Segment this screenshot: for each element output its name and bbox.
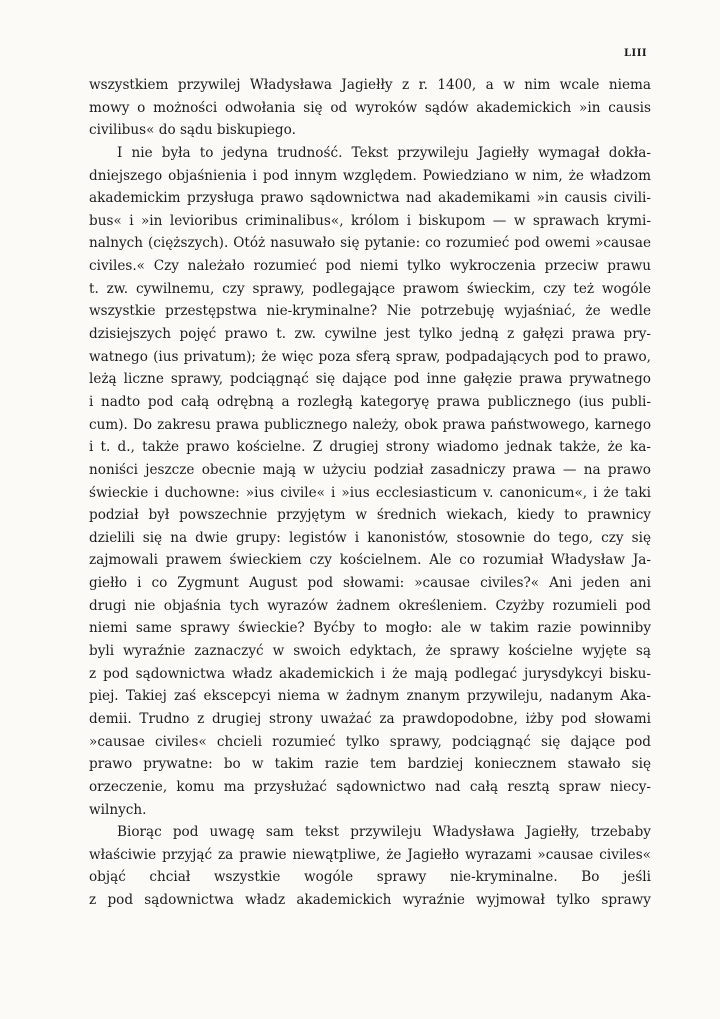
text-line: I nie była to jedyna trudność. Tekst przywileju Jagiełły wymagał dokła- xyxy=(117,144,651,161)
page-number: LIII xyxy=(624,48,648,59)
text-line: cum). Do zakresu prawa publicznego należy, obok prawa państwowego, karnego xyxy=(89,416,651,433)
text-line: demii. Trudno z drugiej strony uważać za prawdopodobne, iżby pod słowami xyxy=(89,710,651,727)
text-line: Biorąc pod uwagę sam tekst przywileju Władysława Jagiełły, trzebaby xyxy=(117,824,651,841)
text-line: watnego (ius privatum); że więc poza sferą spraw, podpadających pod to prawo, xyxy=(89,348,651,365)
text-line: objąć chciał wszystkie wogóle sprawy nie-kryminalne. Bo jeśli xyxy=(89,869,651,886)
text-line: wilnych. xyxy=(89,801,147,818)
text-line: wszystkiem przywilej Władysława Jagiełły z r. 1400, a w nim wcale niema xyxy=(89,77,651,93)
text-line: »causae civiles« chcieli rozumieć tylko sprawy, podciągnąć się dające pod xyxy=(89,733,651,750)
text-line: noniści jeszcze obecnie mają w użyciu podział zasadniczy prawa — na prawo xyxy=(89,461,651,478)
text-block xyxy=(89,74,651,912)
text-line: dzisiejszych pojęć prawo t. zw. cywilne jest tylko jedną z gałęzi prawa pry- xyxy=(89,326,651,343)
text-line: podział był powszechnie przyjętym w średnich wiekach, kiedy to prawnicy xyxy=(89,507,651,524)
text-line: giełło i co Zygmunt August pod słowami: »causae civiles?« Ani jeden ani xyxy=(89,575,651,592)
text-line: byli wyraźnie zaznaczyć w swoich edyktach, że sprawy kościelne wyjęte są xyxy=(89,643,651,660)
text-line: civilibus« do sądu biskupiego. xyxy=(89,122,296,139)
text-line: nalnych (cięższych). Otóż nasuwało się pytanie: co rozumieć pod owemi »causae xyxy=(89,235,651,252)
text-line: niemi same sprawy świeckie? Byćby to mogło: ale w takim razie powinniby xyxy=(89,620,651,637)
text-line: dniejszego objaśnienia i pod innym względem. Powiedziano w nim, że władzom xyxy=(89,167,651,184)
text-line: leżą liczne sprawy, podciągnąć się dające pod inne gałęzie prawa prywatnego xyxy=(89,371,651,388)
text-line: civiles.« Czy należało rozumieć pod niemi tylko wykroczenia przeciw prawu xyxy=(89,258,651,275)
text-line: z pod sądownictwa władz akademickich i że mają podlegać jurysdykcyi bisku- xyxy=(89,665,651,682)
text-line: z pod sądownictwa władz akademickich wyraźnie wyjmował tylko sprawy xyxy=(89,892,651,909)
text-line: akademickim przysługa prawo sądownictwa nad akademikami »in causis civili- xyxy=(89,190,651,207)
text-line: mowy o możności odwołania się od wyroków sądów akademickich »in causis xyxy=(89,99,651,116)
text-line: piej. Takiej zaś ekscepcyi niema w żadnym znanym przywileju, nadanym Aka- xyxy=(89,688,651,705)
text-line: wszystkie przestępstwa nie-kryminalne? Nie potrzebuję wyjaśniać, że wedle xyxy=(89,303,651,320)
text-line: bus« i »in levioribus criminalibus«, królom i biskupom — w sprawach krymi- xyxy=(89,212,651,229)
text-line: świeckie i duchowne: »ius civile« i »ius ecclesiasticum v. canonicum«, i że taki xyxy=(89,484,651,501)
text-line: dzielili się na dwie grupy: legistów i kanonistów, stosownie do tego, czy się xyxy=(89,529,651,546)
text-line: i nadto pod całą odrębną a rozległą kategoryę prawa publicznego (ius publi- xyxy=(89,393,651,410)
text-line: i t. d., także prawo kościelne. Z drugiej strony wiadomo jednak także, że ka- xyxy=(89,439,651,456)
text-line: t. zw. cywilnemu, czy sprawy, podlegające prawom świeckim, czy też wogóle xyxy=(89,280,651,297)
text-line: orzeczenie, komu ma przysłużać sądownictwo nad całą resztą spraw niecy- xyxy=(89,778,651,795)
text-line: właściwie przyjąć za prawie niewątpliwe, że Jagiełło wyrazami »causae civiles« xyxy=(89,846,651,863)
text-line: zajmowali prawem świeckiem czy kościelnem. Ale co rozumiał Władysław Ja- xyxy=(89,552,651,569)
text-line: prawo prywatne: bo w takim razie tem bardziej koniecznem stawało się xyxy=(89,756,651,773)
text-line: drugi nie objaśnia tych wyrazów żadnem określeniem. Czyżby rozumieli pod xyxy=(89,597,651,614)
